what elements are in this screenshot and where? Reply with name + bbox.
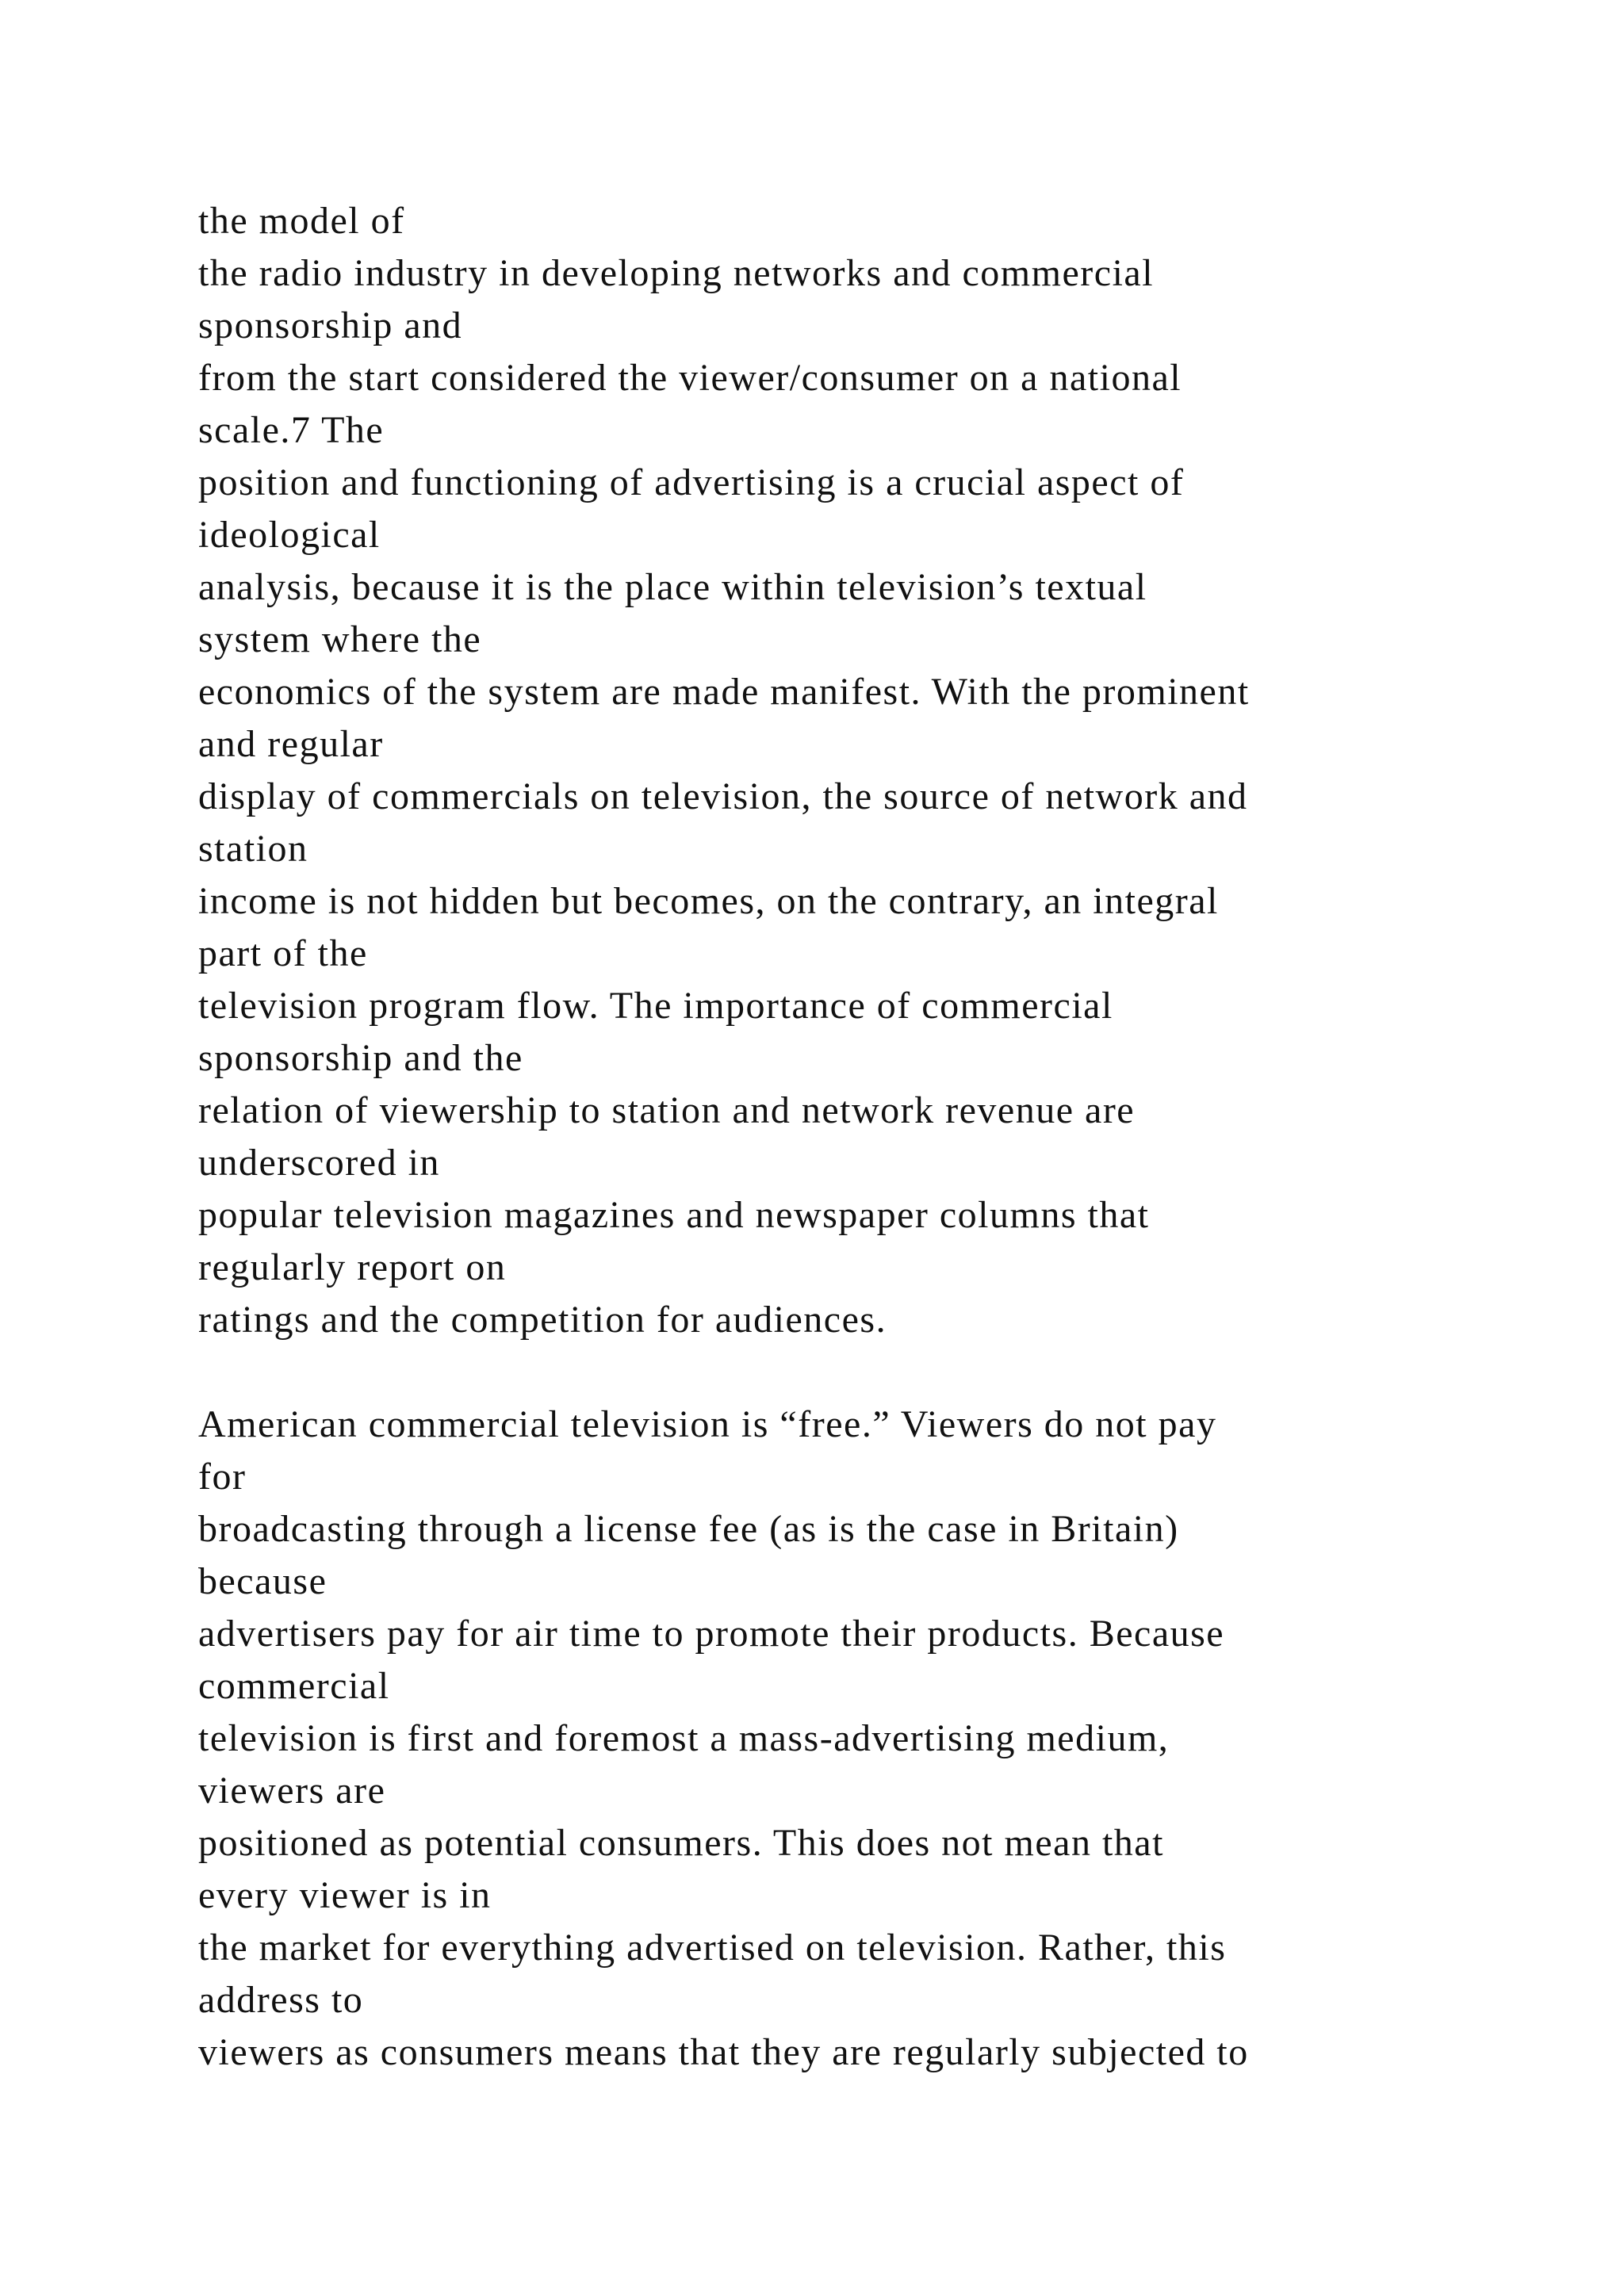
text-line: because: [198, 1560, 327, 1602]
text-line: television is first and foremost a mass-advertising medium,: [198, 1717, 1170, 1759]
paragraph-spacer: [198, 1346, 1562, 1399]
document-body: [198, 195, 1562, 2079]
text-line: underscored in: [198, 1142, 440, 1184]
text-line: station: [198, 828, 308, 870]
text-line: relation of viewership to station and network revenue are: [198, 1089, 1136, 1131]
text-line: ratings and the competition for audiences.: [198, 1299, 887, 1341]
text-line: every viewer is in: [198, 1874, 492, 1916]
text-line: the radio industry in developing networks and commercial: [198, 252, 1155, 294]
text-line: the model of: [198, 200, 405, 242]
paragraph-2: [198, 1399, 1562, 2079]
text-line: viewers as consumers means that they are regularly subjected to: [198, 2031, 1249, 2073]
text-line: broadcasting through a license fee (as is the case in Britain): [198, 1508, 1179, 1550]
text-line: from the start considered the viewer/consumer on a national: [198, 357, 1182, 399]
text-line: American commercial television is “free.” Viewers do not pay: [198, 1403, 1217, 1445]
text-line: sponsorship and the: [198, 1037, 523, 1079]
text-line: economics of the system are made manifest. With the prominent: [198, 671, 1250, 713]
text-line: commercial: [198, 1665, 390, 1707]
text-line: the market for everything advertised on television. Rather, this: [198, 1927, 1227, 1969]
text-line: scale.7 The: [198, 409, 385, 451]
text-line: popular television magazines and newspaper columns that: [198, 1194, 1150, 1236]
text-line: income is not hidden but becomes, on the contrary, an integral: [198, 880, 1219, 922]
text-line: position and functioning of advertising is a crucial aspect of: [198, 461, 1185, 503]
text-line: part of the: [198, 932, 368, 974]
text-line: and regular: [198, 723, 384, 765]
text-line: system where the: [198, 618, 482, 660]
text-line: sponsorship and: [198, 304, 463, 346]
text-line: advertisers pay for air time to promote their products. Because: [198, 1613, 1225, 1655]
text-line: viewers are: [198, 1770, 386, 1812]
text-line: display of commercials on television, the source of network and: [198, 775, 1248, 817]
text-line: analysis, because it is the place within television’s textual: [198, 566, 1147, 608]
text-line: ideological: [198, 514, 381, 556]
text-line: address to: [198, 1979, 364, 2021]
text-line: for: [198, 1456, 247, 1498]
text-line: television program flow. The importance of commercial: [198, 985, 1113, 1027]
text-line: positioned as potential consumers. This does not mean that: [198, 1822, 1164, 1864]
text-line: regularly report on: [198, 1246, 507, 1288]
paragraph-1: [198, 195, 1562, 1346]
